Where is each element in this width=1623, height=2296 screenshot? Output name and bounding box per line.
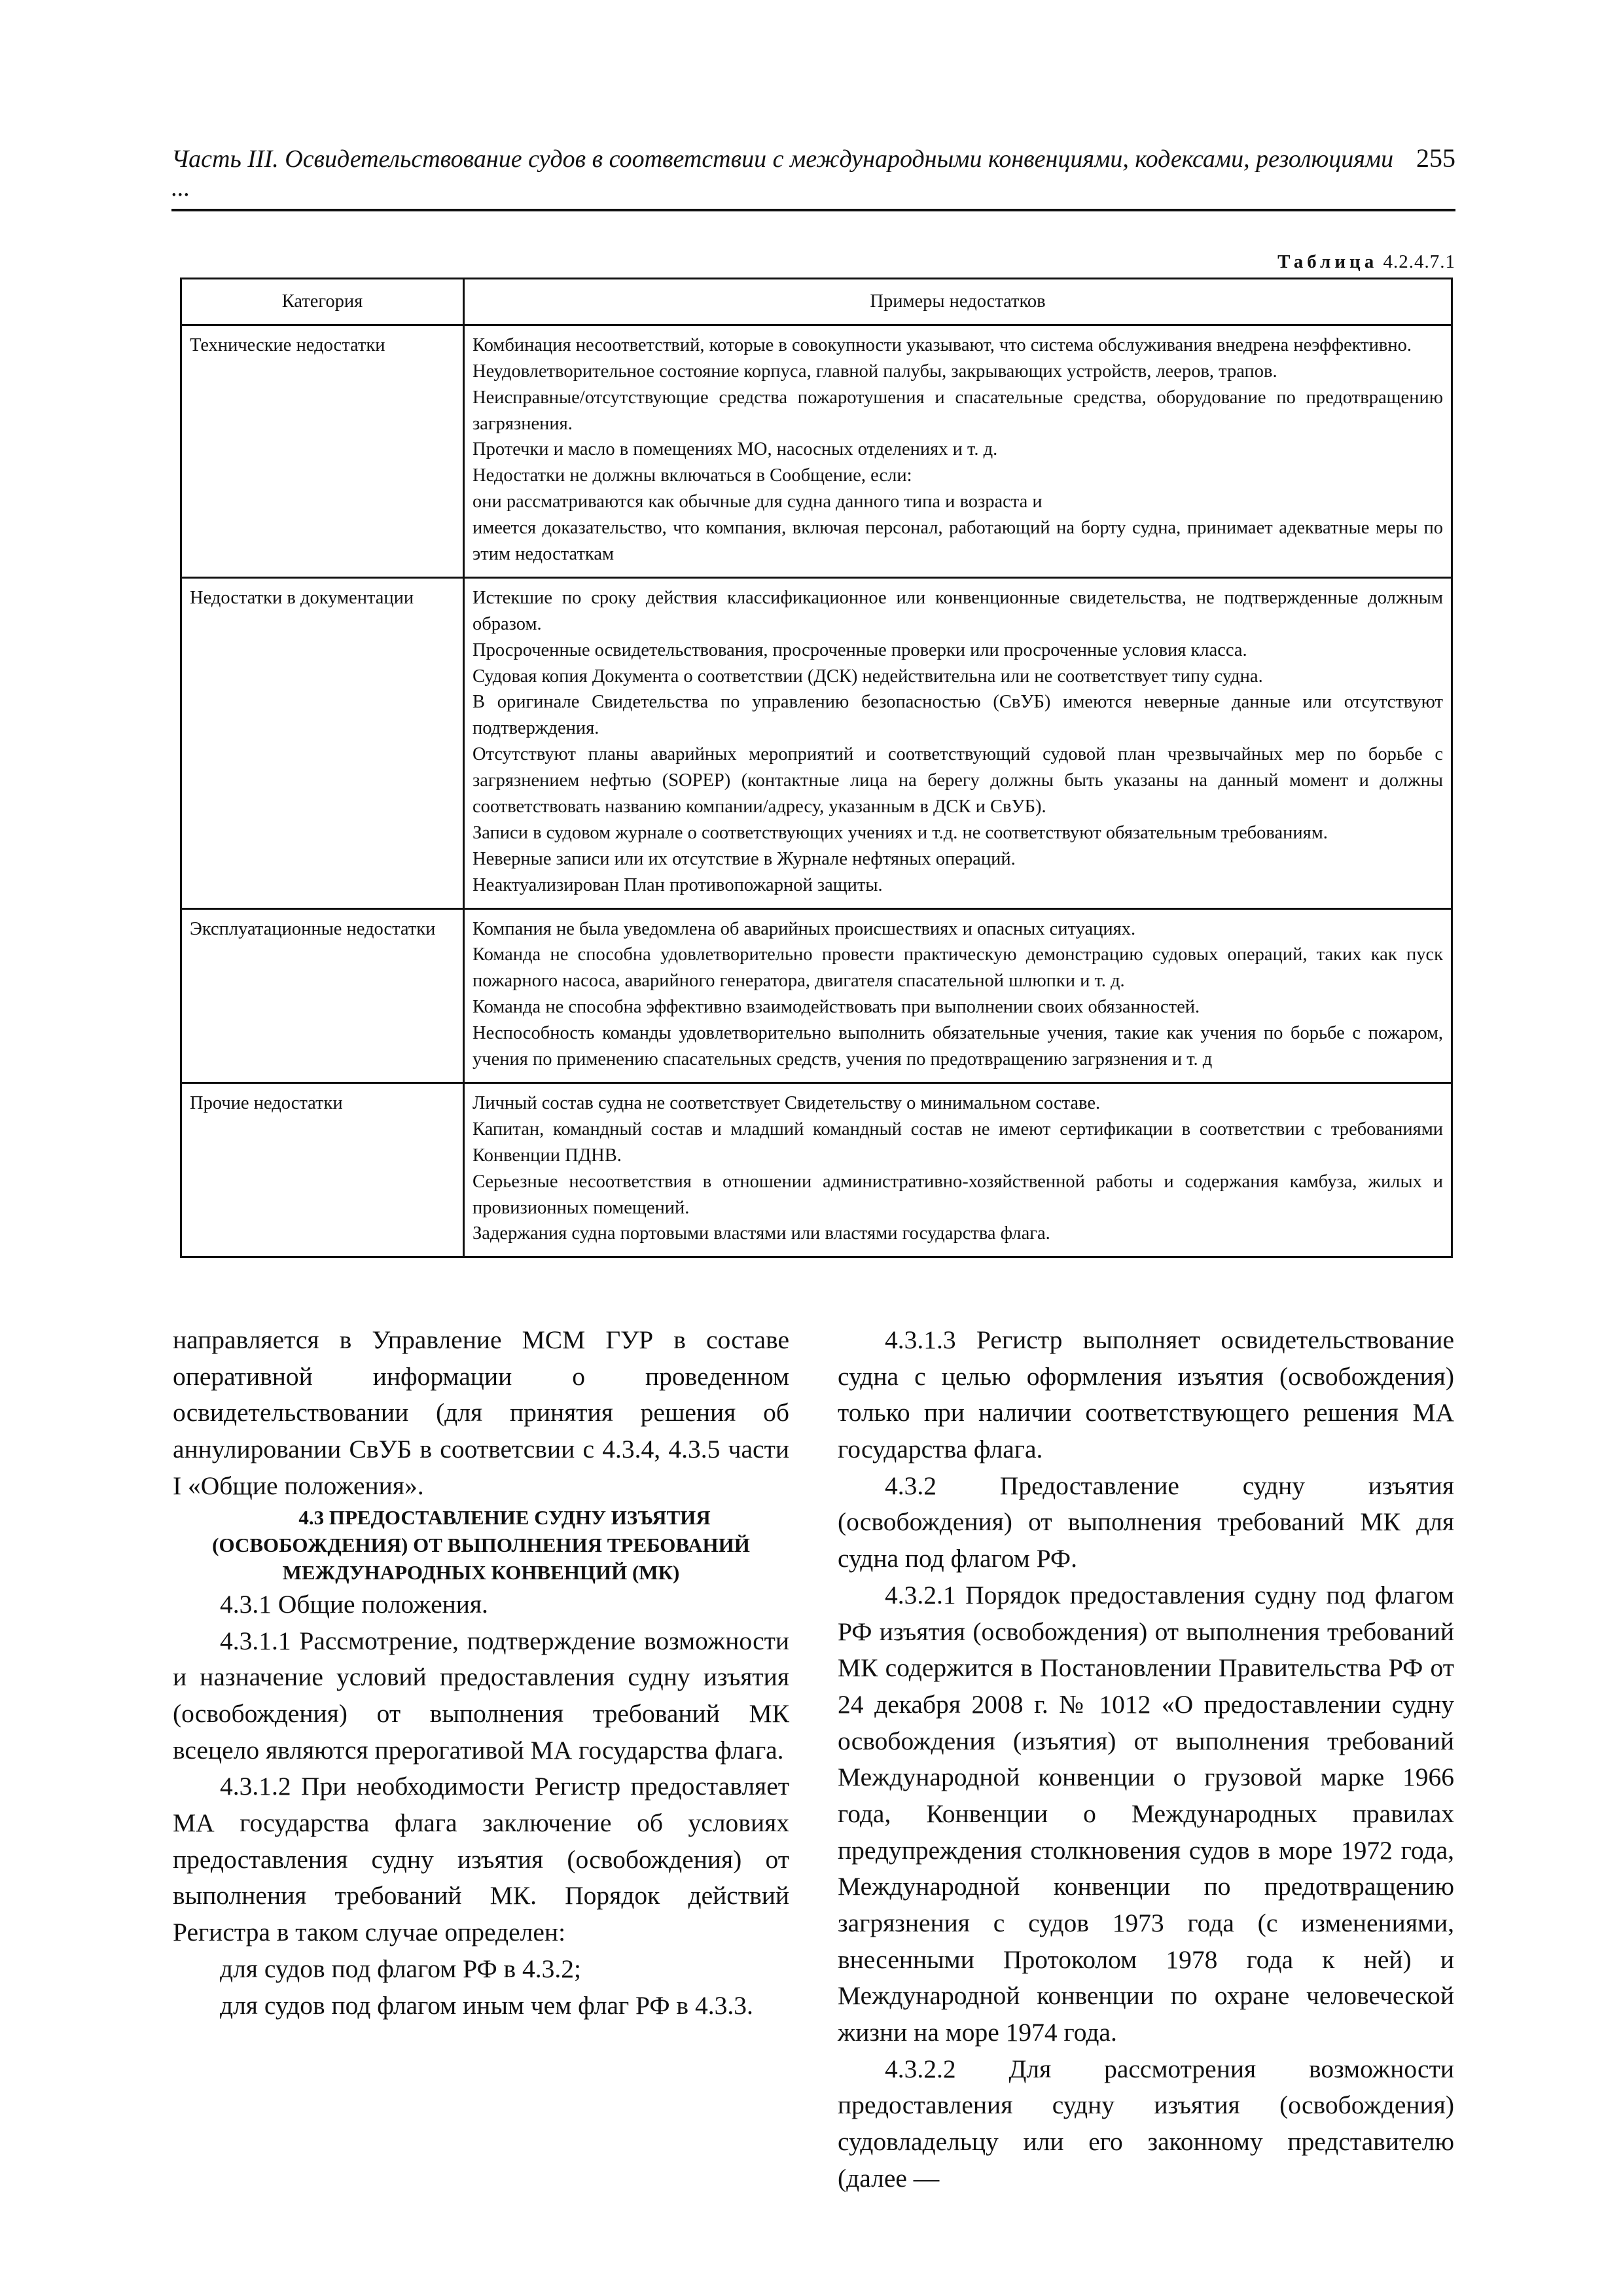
- running-header: [171, 143, 1455, 211]
- example-line: Отсутствуют планы аварийных мероприятий и соответствующий судовой план чрезвычайных мер по борьбе с загрязнением нефтью (SOPEP) (контактные лица на берегу должны быть указаны на данный момент и должны соответствовать названию компании/адресу, указанным в ДСК и СвУБ).: [473, 744, 1443, 817]
- running-title: Часть III. Освидетельствование судов в соответствии с международными конвенциями, кодексами, резолюциями ...: [171, 145, 1394, 202]
- row-category: Технические недостатки: [181, 325, 464, 577]
- paragraph-4-3-1-1: 4.3.1.1 Рассмотрение, подтверждение возможности и назначение условий предоставления судну изъятия (освобождения) от выполнения требований МК всецело являются прерогативой МА государства флага.: [173, 1626, 789, 1765]
- paragraph-4-3-2: 4.3.2 Предоставление судну изъятия (освобождения) от выполнения требований МК для судна под флагом РФ.: [838, 1471, 1454, 1573]
- list-item: для судов под флагом иным чем флаг РФ в 4.3.3.: [220, 1990, 753, 2020]
- paragraph-4-3-1-2: 4.3.1.2 При необходимости Регистр предоставляет МА государства флага заключение об условиях предоставления судну изъятия (освобождения) от выполнения требований МК. Порядок действий Регистра в таком случае определен:: [173, 1772, 789, 1947]
- paragraph-4-3-1: 4.3.1 Общие положения.: [220, 1589, 488, 1619]
- example-line: имеется доказательство, что компания, включая персонал, работающий на борту судна, принимает адекватные меры по этим недостаткам: [473, 518, 1443, 565]
- example-line: В оригинале Свидетельства по управлению безопасностью (СвУБ) имеются неверные данные или отсутствуют подтверждения.: [473, 692, 1443, 739]
- table-caption: [171, 251, 1455, 273]
- example-line: Записи в судовом журнале о соответствующих учениях и т.д. не соответствуют обязательным требованиям.: [473, 822, 1328, 843]
- example-line: Истекшие по сроку действия классификационное или конвенционные свидетельства, не подтвержденные должным образом.: [473, 587, 1443, 634]
- example-line: Компания не была уведомлена об аварийных происшествиях и опасных ситуациях.: [473, 918, 1136, 939]
- example-line: Команда не способна удовлетворительно провести практическую демонстрацию судовых операций, таких как пуск пожарного насоса, аварийного генератора, двигателя спасательной шлюпки и т. д.: [473, 944, 1443, 992]
- row-examples: [464, 908, 1452, 1083]
- right-column: [838, 1322, 1454, 2197]
- example-line: Неверные записи или их отсутствие в Журнале нефтяных операций.: [473, 848, 1016, 869]
- intro-paragraph: направляется в Управление МСМ ГУР в составе оперативной информации о проведенном освидетельствовании (для принятия решения об аннулировании СвУБ в соответсвии с 4.3.4, 4.3.5 части I «Общие положения».: [173, 1325, 789, 1500]
- example-line: Неактуализирован План противопожарной защиты.: [473, 874, 883, 895]
- example-line: Просроченные освидетельствования, просроченные проверки или просроченные условия класса.: [473, 639, 1247, 660]
- row-examples: [464, 325, 1452, 577]
- table-header-row: [181, 279, 1452, 325]
- example-line: Серьезные несоответствия в отношении административно-хозяйственной работы и содержания камбуза, жилых и провизионных помещений.: [473, 1171, 1443, 1218]
- left-column: [173, 1322, 789, 2024]
- example-line: Личный состав судна не соответствует Свидетельству о минимальном составе.: [473, 1092, 1101, 1113]
- row-category: Эксплуатационные недостатки: [181, 908, 464, 1083]
- table-row: [181, 577, 1452, 908]
- example-line: Неудовлетворительное состояние корпуса, главной палубы, закрывающих устройств, лееров, трапов.: [473, 361, 1277, 382]
- example-line: Задержания судна портовыми властями или властями государства флага.: [473, 1223, 1050, 1244]
- paragraph-4-3-2-1: 4.3.2.1 Порядок предоставления судну под флагом РФ изъятия (освобождения) от выполнения требований МК содержится в Постановлении Правительства РФ от 24 декабря 2008 г. № 1012 «О предоставлении судну освобождения (изъятия) от выполнения требований Международной конвенции о грузовой марке 1966 года, Конвенции о Международных правилах предупреждения столкновения судов в море 1972 года, Международной конвенции по предотвращению загрязнения с судов 1973 года (с изменениями, внесенными Протоколом 1978 года к ней) и Международной конвенции по охране человеческой жизни на море 1974 года.: [838, 1580, 1454, 2047]
- example-line: они рассматриваются как обычные для судна данного типа и возраста и: [473, 492, 1043, 512]
- row-examples: [464, 577, 1452, 908]
- example-line: Протечки и масло в помещениях МО, насосных отделениях и т. д.: [473, 439, 998, 460]
- row-examples: [464, 1083, 1452, 1257]
- section-heading: 4.3 ПРЕДОСТАВЛЕНИЕ СУДНУ ИЗЪЯТИЯ (ОСВОБОЖДЕНИЯ) ОТ ВЫПОЛНЕНИЯ ТРЕБОВАНИЙ МЕЖДУНАРОДНЫХ КОНВЕНЦИЙ (МК): [212, 1506, 750, 1585]
- example-line: Недостатки не должны включаться в Сообщение, если:: [473, 465, 912, 486]
- table-row: [181, 908, 1452, 1083]
- paragraph-4-3-1-3: 4.3.1.3 Регистр выполняет освидетельствование судна с целью оформления изъятия (освобождения) только при наличии соответствующего решения МА государства флага.: [838, 1325, 1454, 1464]
- table-row: [181, 325, 1452, 577]
- header-category: Категория: [181, 279, 464, 325]
- table-caption-number: 4.2.4.7.1: [1383, 251, 1455, 272]
- list-item: для судов под флагом РФ в 4.3.2;: [220, 1954, 582, 1983]
- example-line: Неисправные/отсутствующие средства пожаротушения и спасательные средства, оборудование по предотвращению загрязнения.: [473, 387, 1443, 434]
- row-category: Недостатки в документации: [181, 577, 464, 908]
- example-line: Капитан, командный состав и младший командный состав не имеют сертификации в соответствии с требованиями Конвенции ПДНВ.: [473, 1119, 1443, 1166]
- row-category: Прочие недостатки: [181, 1083, 464, 1257]
- page-number: 255: [1416, 143, 1455, 173]
- example-line: Судовая копия Документа о соответствии (ДСК) недействительна или не соответствует типу судна.: [473, 666, 1263, 687]
- paragraph-4-3-2-2: 4.3.2.2 Для рассмотрения возможности предоставления судну изъятия (освобождения) судовладельцу или его законному представителю (далее —: [838, 2054, 1454, 2193]
- example-line: Комбинация несоответствий, которые в совокупности указывают, что система обслуживания внедрена неэффективно.: [473, 334, 1412, 355]
- defects-table: [180, 278, 1453, 1258]
- header-examples: Примеры недостатков: [464, 279, 1452, 325]
- example-line: Команда не способна эффективно взаимодействовать при выполнении своих обязанностей.: [473, 997, 1200, 1018]
- table-row: [181, 1083, 1452, 1257]
- example-line: Неспособность команды удовлетворительно выполнить обязательные учения, такие как учения по борьбе с пожаром, учения по применению спасательных средств, учения по предотвращению загрязнения и т. д: [473, 1023, 1443, 1070]
- table-caption-label: Таблица: [1277, 251, 1378, 272]
